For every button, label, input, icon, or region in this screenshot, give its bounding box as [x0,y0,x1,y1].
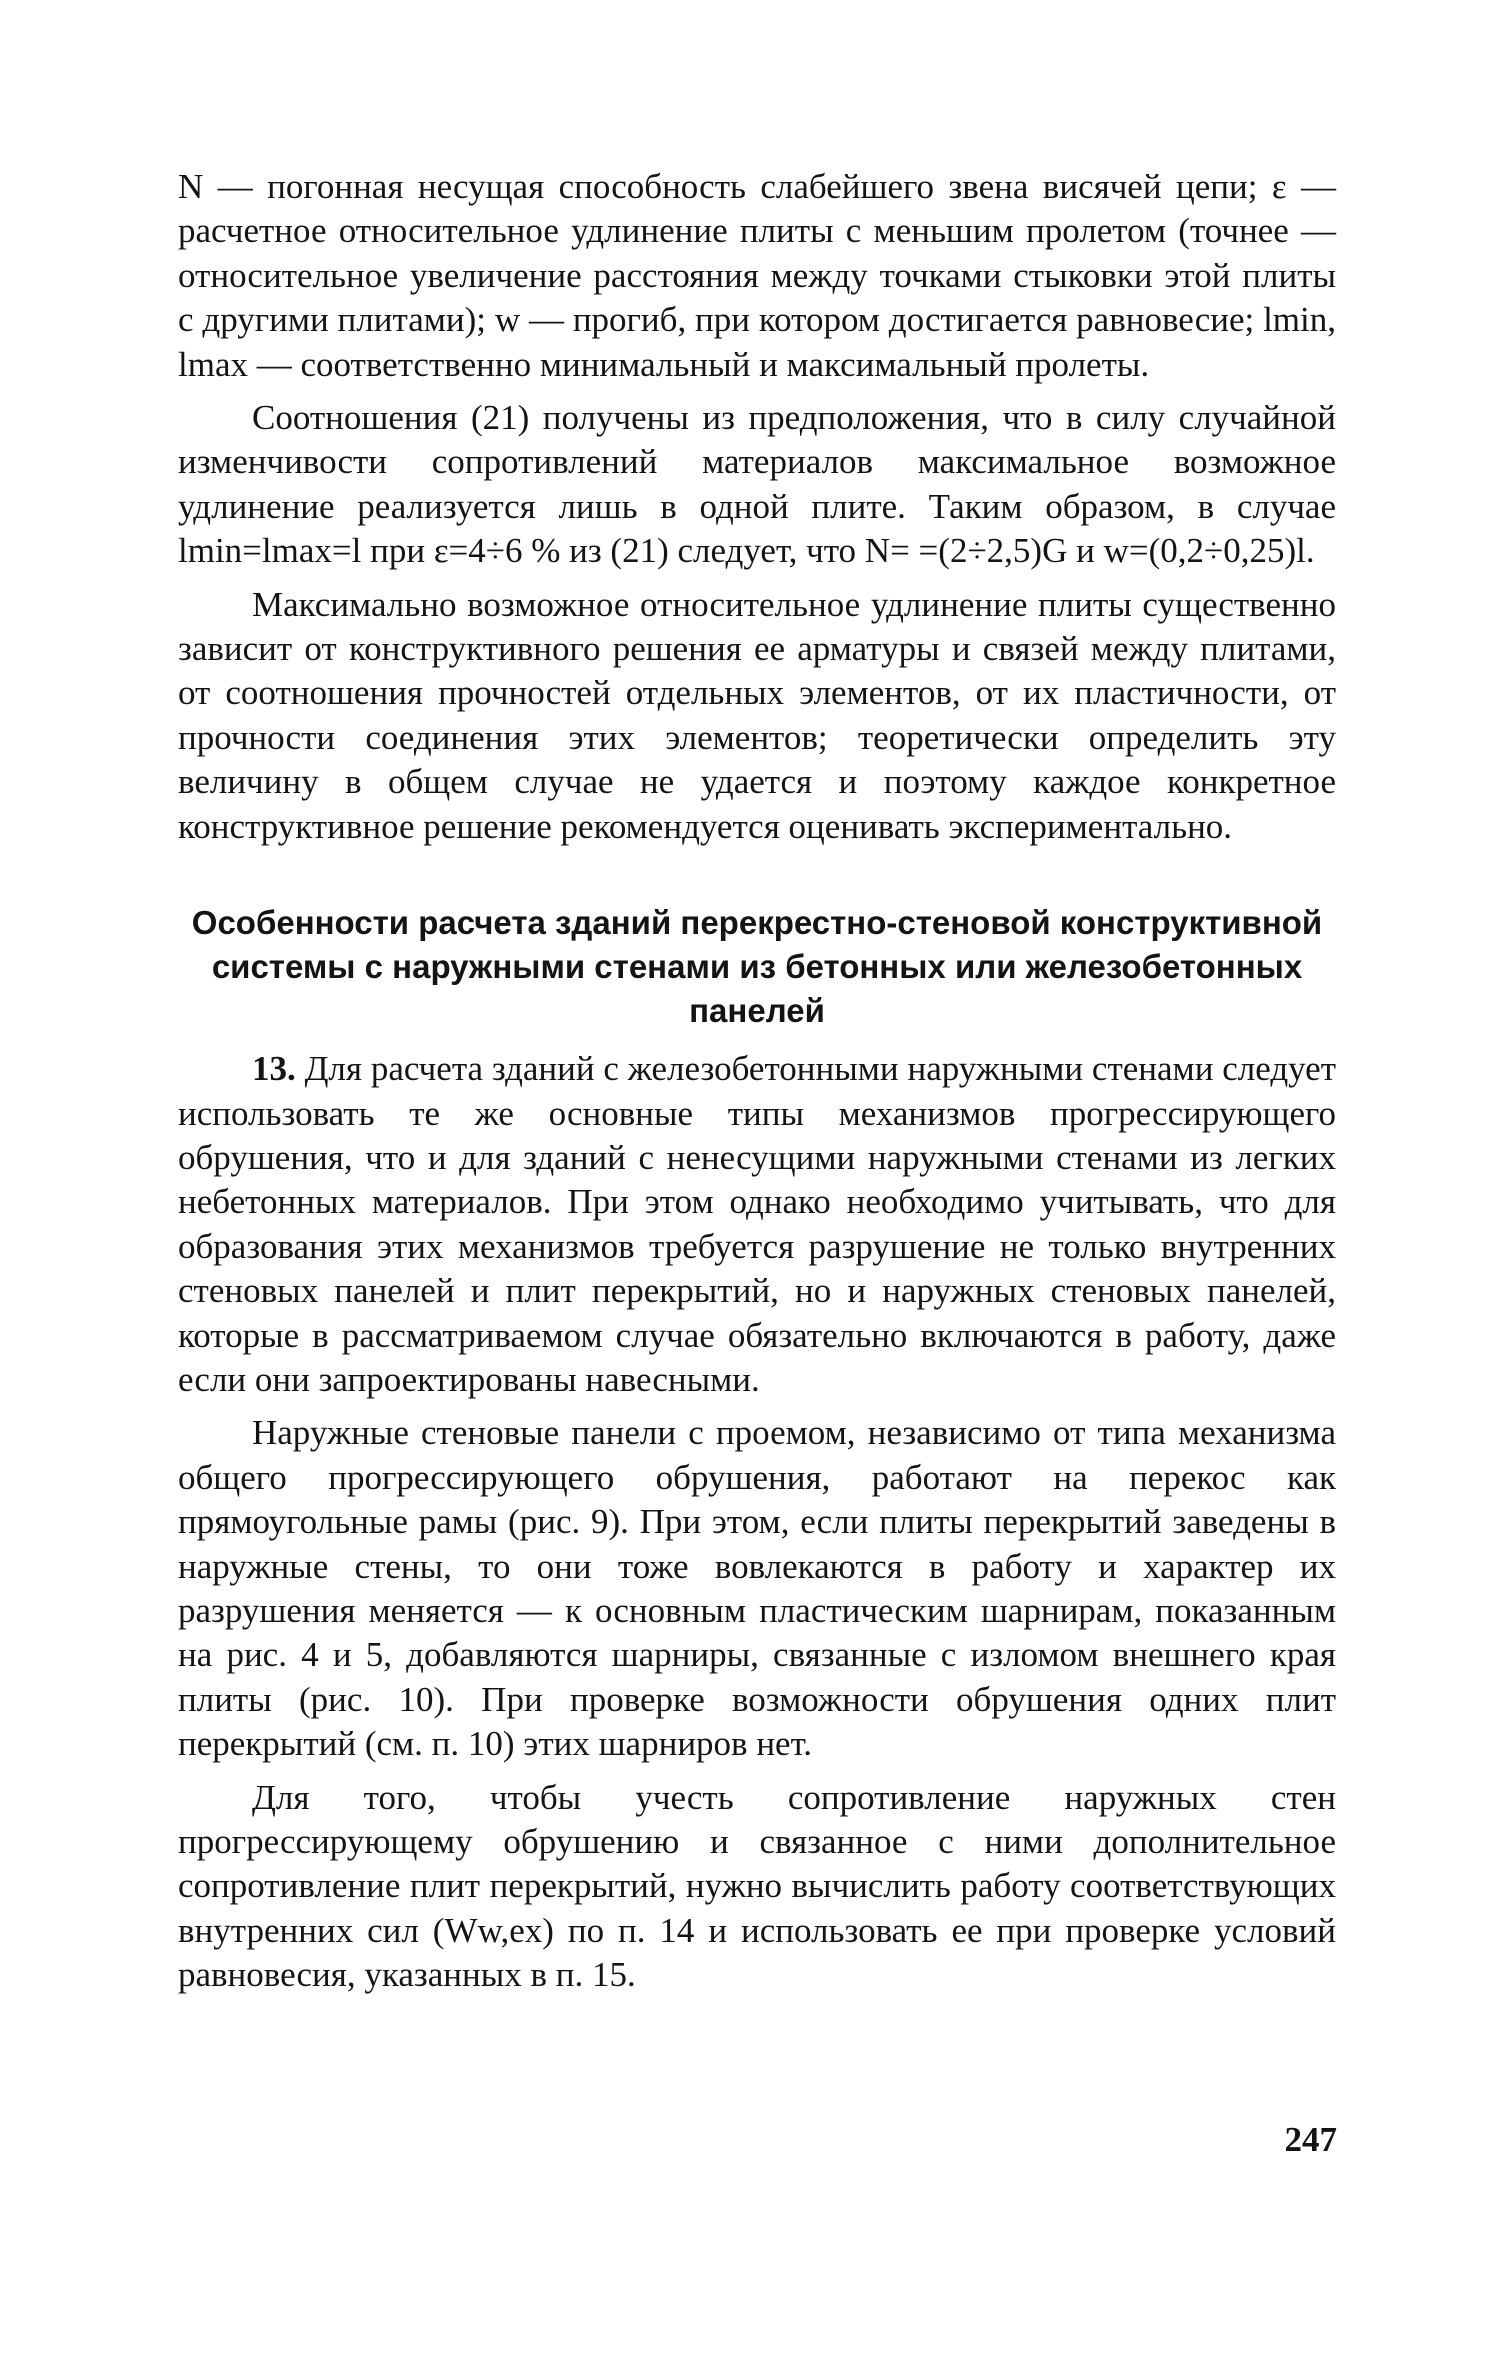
relations-paragraph: Соотношения (21) получены из предположения, что в силу случайной изменчивости сопротивлений материалов максимальное возможное удлинение реализуется лишь в одной плите. Таким образом, в случае lmin=lmax=l при ε=4÷6 % из (21) следует, что N= =(2÷2,5)G и w=(0,2÷0,25)l. [178,398,1336,571]
definitions-paragraph: N — погонная несущая способность слабейшего звена висячей цепи; ε — расчетное относительное удлинение плиты с меньшим пролетом (точнее — относительное увеличение расстояния между точками стыковки этой плиты с другими плитами); w — прогиб, при котором достигается равновесие; lmin, lmax — соответственно минимальный и максимальный пролеты. [178,167,1336,384]
page-body [178,165,1336,1998]
page-number: 247 [1284,2120,1337,2159]
outer-panels-paragraph: Наружные стеновые панели с проемом, независимо от типа механизма общего прогрессирующего обрушения, работают на перекос как прямоугольные рамы (рис. 9). При этом, если плиты перекрытий заведены в наружные стены, то они тоже вовлекаются в работу и характер их разрушения меняется — к основным пластическим шарнирам, показанным на рис. 4 и 5, добавляются шарниры, связанные с изломом внешнего края плиты (рис. 10). При проверке возможности обрушения одних плит перекрытий (см. п. 10) этих шарниров нет. [178,1413,1336,1764]
section-heading: Особенности расчета зданий перекрестно-стеновой конструктивной системы с наружными стенами из бетонных или железобетонных панелей [191,904,1323,1030]
clause-number: 13. [252,1049,296,1089]
clause-13-paragraph [178,1047,1336,1402]
max-elongation-paragraph: Максимально возможное относительное удлинение плиты существенно зависит от конструктивного решения ее арматуры и связей между плитами, от соотношения прочностей отдельных элементов, от их пластичности, от прочности соединения этих элементов; теоретически определить эту величину в общем случае не удается и поэтому каждое конкретное конструктивное решение рекомендуется оценивать экспериментально. [178,584,1336,846]
resistance-paragraph: Для того, чтобы учесть сопротивление наружных стен прогрессирующему обрушению и связанное с ними дополнительное сопротивление плит перекрытий, нужно вычислить работу соответствующих внутренних сил (Ww,ex) по п. 14 и использовать ее при проверке условий равновесия, указанных в п. 15. [178,1777,1336,1995]
clause-13-text: Для расчета зданий с железобетонными наружными стенами следует использовать те же основные типы механизмов прогрессирующего обрушения, что и для зданий с ненесущими наружными стенами из легких небетонных материалов. При этом однако необходимо учитывать, что для образования этих механизмов требуется разрушение не только внутренних стеновых панелей и плит перекрытий, но и наружных стеновых панелей, которые в рассматриваемом случае обязательно включаются в работу, даже если они запроектированы навесными. [178,1049,1336,1399]
